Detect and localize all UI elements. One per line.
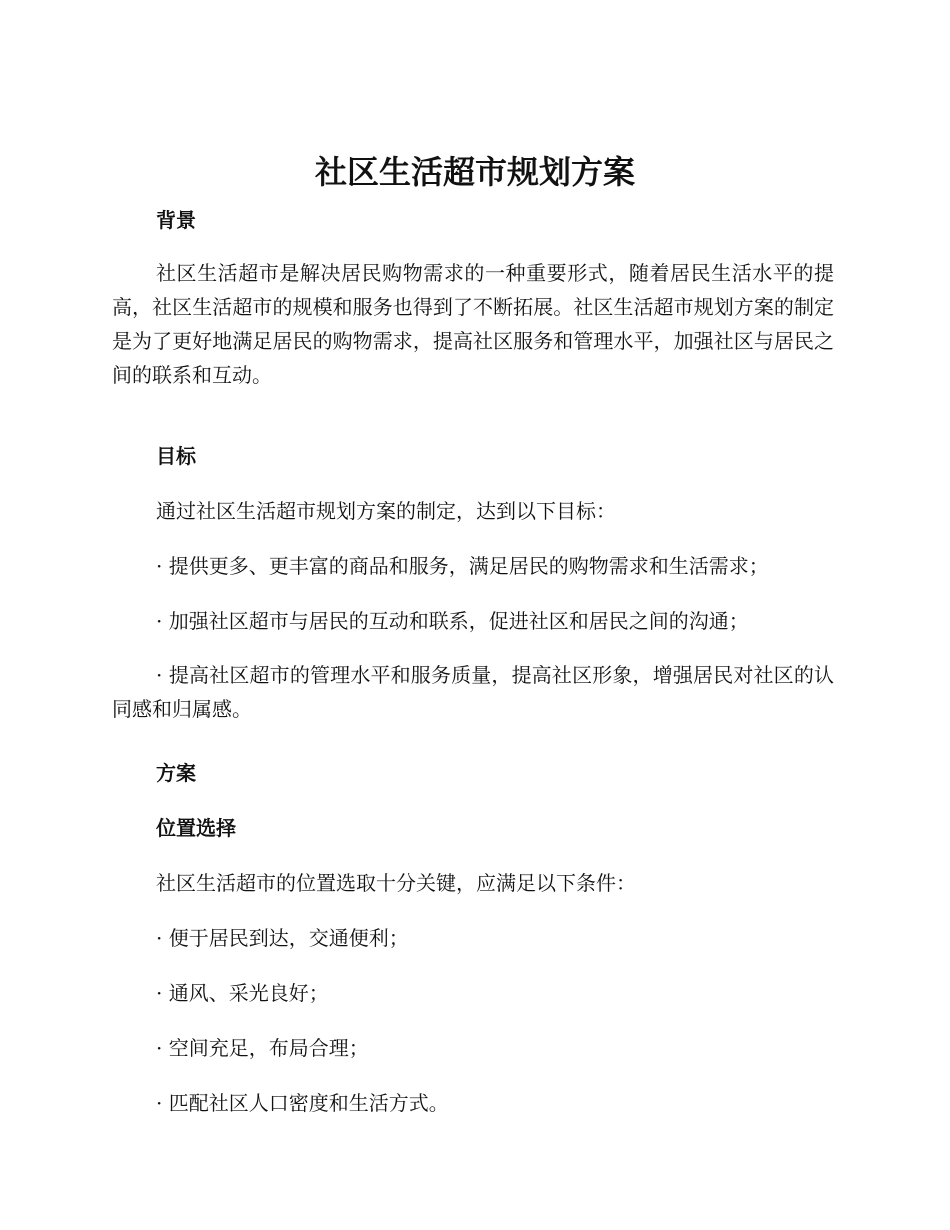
section-heading-goals: 目标 <box>156 444 196 468</box>
document-title: 社区生活超市规划方案 <box>314 153 635 191</box>
section-heading-background: 背景 <box>156 208 196 232</box>
goals-intro: 通过社区生活超市规划方案的制定，达到以下目标： <box>156 499 616 523</box>
goal-item: · 提供更多、更丰富的商品和服务，满足居民的购物需求和生活需求； <box>156 554 769 578</box>
goal-item: · 加强社区超市与居民的互动和联系，促进社区和居民之间的沟通； <box>156 609 749 633</box>
subsection-heading-location: 位置选择 <box>156 816 236 840</box>
location-condition-item: · 匹配社区人口密度和生活方式。 <box>156 1091 449 1115</box>
location-condition-item: · 通风、采光良好； <box>156 981 329 1005</box>
goal-item: · 提高社区超市的管理水平和服务质量，提高社区形象，增强居民对社区的认同感和归属感。 <box>112 663 834 721</box>
location-intro: 社区生活超市的位置选取十分关键，应满足以下条件： <box>156 871 636 895</box>
background-paragraph: 社区生活超市是解决居民购物需求的一种重要形式，随着居民生活水平的提高，社区生活超市的规模和服务也得到了不断拓展。社区生活超市规划方案的制定是为了更好地满足居民的购物需求，提高社区服务和管理水平，加强社区与居民之间的联系和互动。 <box>112 261 834 387</box>
section-heading-plan: 方案 <box>156 761 196 785</box>
location-condition-item: · 空间充足，布局合理； <box>156 1036 369 1060</box>
location-condition-item: · 便于居民到达，交通便利； <box>156 926 409 950</box>
